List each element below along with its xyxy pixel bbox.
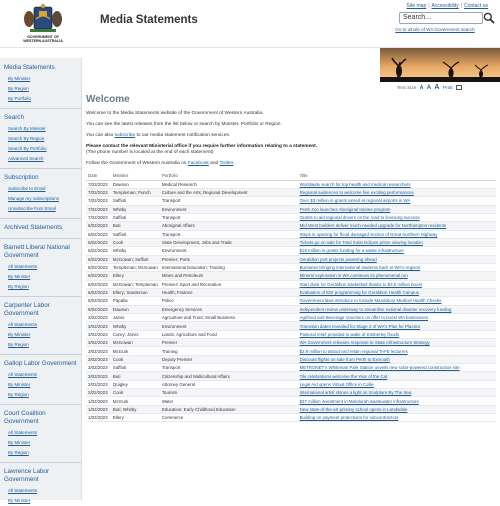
cell-title <box>298 305 496 313</box>
cell-date: 6/02/2023 <box>86 288 111 296</box>
subscribe-text-post: to our media statement notification services. <box>135 133 231 138</box>
sidebar-heading[interactable]: Gallop Labor Government <box>0 354 81 370</box>
sidebar-link[interactable]: By Region <box>8 392 29 397</box>
cell-minister: Whitby <box>111 322 160 330</box>
cell-minister: Buti <box>111 372 160 380</box>
cell-portfolio: Environment <box>160 322 298 330</box>
cell-portfolio: Medical Research <box>160 180 298 188</box>
sidebar-link[interactable]: Subscribe to Email <box>8 186 46 191</box>
cell-portfolio: Commerce <box>160 414 298 422</box>
cell-title <box>298 238 496 246</box>
sidebar-link[interactable]: By Region <box>8 86 29 91</box>
cell-title <box>298 397 496 405</box>
cell-portfolio: International Education; Training <box>160 263 298 271</box>
intro-paragraph-2: You can see the latest releases from the list below or search by Minister, Portfolio or Region. <box>86 122 282 127</box>
cell-title <box>298 255 496 263</box>
cell-minister: McGowan; Saffioti <box>111 255 160 263</box>
sidebar-nav <box>0 58 82 503</box>
cell-portfolio: Environment <box>160 247 298 255</box>
sidebar-heading[interactable]: Archived Statements <box>0 218 81 234</box>
col-header-minister[interactable]: Minister <box>111 172 160 180</box>
cell-minister: Papalia <box>111 297 160 305</box>
contact-us-link[interactable]: Contact us <box>464 3 488 9</box>
statement-title-link[interactable]: Regional audiences to welcome five exciting performances <box>299 190 414 196</box>
search-icon[interactable] <box>483 12 495 24</box>
table-row <box>86 255 496 263</box>
statement-title-link[interactable]: $2.9 million to attract and retain regional TAFE lecturers <box>299 348 408 354</box>
statement-title-link[interactable]: Start dunk for Geraldton basketball thanks to $3.5 million boost <box>299 281 422 287</box>
table-row <box>86 247 496 255</box>
statement-title-link[interactable]: Tickets go on sale for Total Solar Eclipse prime viewing location <box>299 240 423 246</box>
statement-title-link[interactable]: METRONET's Whiteman Park Station unveils new solar-powered construction site <box>299 365 460 371</box>
cell-title <box>298 288 496 296</box>
site-map-link[interactable]: Site map <box>406 3 427 9</box>
cell-portfolio: Transport <box>160 364 298 372</box>
cell-minister: McGowan <box>111 339 160 347</box>
sidebar-link[interactable]: By Portfolio <box>8 96 32 101</box>
table-row <box>86 297 496 305</box>
search-input[interactable]: Search... <box>399 12 483 24</box>
table-row <box>86 355 496 363</box>
cell-minister: Saffioti <box>111 213 160 221</box>
cell-portfolio: Agriculture and Food; Small Business <box>160 314 298 322</box>
print-link[interactable]: Print <box>442 86 453 91</box>
cell-title <box>298 263 496 271</box>
sidebar-link[interactable]: By Region <box>8 450 29 455</box>
statement-title-link[interactable]: Government laws introduce to Include Mandatory Medical Health Checks <box>299 298 442 304</box>
sidebar-link[interactable]: By Minister <box>8 498 31 503</box>
cell-date: 7/02/2023 <box>86 213 111 221</box>
cell-date: 6/02/2023 <box>86 222 111 230</box>
text-size-controls <box>397 84 464 91</box>
contact-paragraph <box>86 144 500 156</box>
statement-title-link[interactable]: Grants to aid regional drivers on the road to licensing success <box>299 215 420 221</box>
cell-title <box>298 405 496 413</box>
cell-title <box>298 213 496 221</box>
statement-title-link[interactable]: Perth Zoo launches Aboriginal trainee program <box>299 206 391 212</box>
cell-minister: Ellery; Sanderson <box>111 288 160 296</box>
statement-title-link[interactable]: Independent review underway to streamline national disaster recovery funding <box>299 306 452 312</box>
statements-table <box>86 172 496 422</box>
statement-title-link[interactable]: Evaluation of EDI programming for Geraldton Health Campus <box>299 290 419 296</box>
statement-title-link[interactable]: Legal Aid opens Virtual Office in Collie <box>299 381 374 387</box>
table-row <box>86 238 496 246</box>
cell-date: 3/02/2023 <box>86 372 111 380</box>
table-row <box>86 364 496 372</box>
cell-title <box>298 222 496 230</box>
cell-portfolio: Lands; Agriculture and Food <box>160 330 298 338</box>
col-header-portfolio[interactable]: Portfolio <box>160 172 298 180</box>
subscribe-link[interactable]: subscribe <box>114 133 136 138</box>
cell-portfolio: Premier <box>160 339 298 347</box>
cell-date: 6/02/2023 <box>86 280 111 288</box>
cell-title <box>298 247 496 255</box>
sidebar-heading[interactable]: Barnett Liberal National Government <box>0 238 81 262</box>
follow-text: Follow the Government of Western Australia on <box>86 161 188 166</box>
sidebar-heading[interactable]: Lawrence Labor Government <box>0 462 81 486</box>
follow-end-text: . <box>233 161 235 166</box>
cell-portfolio: Tourism <box>160 389 298 397</box>
table-row <box>86 347 496 355</box>
follow-paragraph <box>86 161 500 167</box>
cell-date: 7/02/2023 <box>86 205 111 213</box>
cell-portfolio: Culture and the Arts; Regional Development <box>160 188 298 196</box>
statement-title-link[interactable]: Bursaries bringing international students back to WA's regions <box>299 265 421 271</box>
cell-title <box>298 230 496 238</box>
statement-title-link[interactable]: Tiki celebrations welcome the Year of the Cat <box>299 373 388 379</box>
cell-date: 6/02/2023 <box>86 263 111 271</box>
cell-date: 7/02/2023 <box>86 197 111 205</box>
cell-minister: Jarvis <box>111 314 160 322</box>
table-row <box>86 180 496 188</box>
wa-crest-icon <box>20 3 66 35</box>
cell-date: 6/02/2023 <box>86 238 111 246</box>
cell-date: 3/02/2023 <box>86 355 111 363</box>
cell-minister: Dawson <box>111 305 160 313</box>
text-size-label: Text Size <box>396 86 417 91</box>
facebook-link[interactable]: Facebook <box>187 161 209 166</box>
table-row <box>86 322 496 330</box>
cell-minister: Whitby <box>111 205 160 213</box>
table-row <box>86 230 496 238</box>
cell-minister: McGurk <box>111 397 160 405</box>
cell-date: 6/02/2023 <box>86 247 111 255</box>
cell-title <box>298 372 496 380</box>
cell-minister: Buti <box>111 222 160 230</box>
print-icon[interactable] <box>456 85 462 90</box>
utility-links: Site map | Accessibility | Contact us <box>406 3 488 9</box>
cell-minister: McGurk <box>111 347 160 355</box>
sidebar-link[interactable]: By Minister <box>8 76 31 81</box>
table-row <box>86 339 496 347</box>
wa-government-search-link[interactable]: Go to whole of WA Government search <box>395 27 475 32</box>
cell-portfolio: Training <box>160 347 298 355</box>
sidebar-link[interactable]: Search By Minister <box>8 126 46 131</box>
table-row <box>86 397 496 405</box>
cell-portfolio: Water <box>160 397 298 405</box>
table-row <box>86 213 496 221</box>
cell-date: 5/02/2023 <box>86 305 111 313</box>
cell-portfolio: Premier; Sport and Recreation <box>160 280 298 288</box>
cell-date: 2/02/2023 <box>86 389 111 397</box>
cell-date: 3/02/2023 <box>86 314 111 322</box>
sidebar-heading[interactable]: Court Coalition Government <box>0 404 81 428</box>
logo-text: GOVERNMENT OF WESTERN AUSTRALIA <box>23 35 63 43</box>
cell-date: 5/02/2023 <box>86 297 111 305</box>
accessibility-link[interactable]: Accessibility <box>431 3 459 9</box>
statement-title-link[interactable]: Mid-West builders deliver much-needed upgrade for Northampton residents <box>299 223 447 229</box>
table-row <box>86 314 496 322</box>
cell-title <box>298 414 496 422</box>
sidebar-link[interactable]: Unsubscribe from Email <box>8 206 56 211</box>
table-row <box>86 405 496 413</box>
intro-paragraph-3 <box>86 133 500 139</box>
table-row <box>86 380 496 388</box>
table-row <box>86 188 496 196</box>
cell-title <box>298 389 496 397</box>
wa-government-logo[interactable] <box>20 3 66 45</box>
table-row <box>86 305 496 313</box>
sunset-boab-banner-image <box>380 48 500 82</box>
sidebar-heading[interactable]: Search <box>0 108 81 124</box>
cell-minister: Ellery <box>111 272 160 280</box>
col-header-date[interactable]: Date <box>86 172 111 180</box>
cell-portfolio: Deputy Premier <box>160 355 298 363</box>
statement-title-link[interactable]: Geraldton port projects powering ahead <box>299 256 377 262</box>
statement-title-link[interactable]: International artist shines a light on Sculpture By The Sea <box>299 390 412 396</box>
table-row <box>86 288 496 296</box>
statement-title-link[interactable]: Worldwide search for top health and medical researchers <box>299 181 411 187</box>
cell-title <box>298 197 496 205</box>
table-header-row <box>86 172 496 180</box>
cell-date: 3/02/2023 <box>86 339 111 347</box>
sidebar-link[interactable]: By Region <box>8 342 29 347</box>
cell-portfolio: Aboriginal Affairs <box>160 222 298 230</box>
cell-title <box>298 339 496 347</box>
cell-portfolio: Attorney General <box>160 380 298 388</box>
statement-title-link[interactable]: Building on payment protections for subcontractors <box>299 415 399 421</box>
cell-portfolio: Mines and Petroleum <box>160 272 298 280</box>
cell-minister: Templeman; McGowan <box>112 265 158 271</box>
page-site-title: Media Statements <box>100 14 198 26</box>
cell-title <box>298 364 496 372</box>
cell-title <box>298 322 496 330</box>
cell-date: 6/02/2023 <box>86 255 111 263</box>
cell-minister: Quigley <box>111 380 160 388</box>
cell-date: 1/02/2023 <box>86 405 111 413</box>
cell-date: 3/02/2023 <box>86 330 111 338</box>
text-size-small-button[interactable]: A <box>419 85 424 91</box>
cell-portfolio: Emergency Services <box>160 305 298 313</box>
site-header <box>0 0 500 48</box>
sidebar-heading[interactable]: Carpenter Labor Government <box>0 296 81 320</box>
subscribe-text-pre: You can also <box>86 133 115 138</box>
statement-title-link[interactable]: New state-of-the-art primary school opens in Landsdale <box>299 406 408 412</box>
cell-minister: McGowan; Templeman <box>111 280 160 288</box>
statement-title-link[interactable]: Mineral exploration in WA continues its phenomenal run <box>299 273 408 279</box>
cell-portfolio: State Development, Jobs and Trade <box>160 238 298 246</box>
table-row <box>86 197 496 205</box>
cell-portfolio: Transport <box>160 197 298 205</box>
cell-minister: Cook <box>111 389 160 397</box>
statement-title-link[interactable]: WA Government releases response to State Infrastructure Strategy <box>299 340 430 346</box>
statement-title-link[interactable]: $18 million in grants funding for a waste infrastructure <box>299 248 404 254</box>
main-content <box>86 92 500 422</box>
sidebar-heading[interactable]: Media Statements <box>4 64 55 71</box>
sidebar-link[interactable]: All Statements <box>8 322 38 327</box>
cell-minister: Carey; Jarvis <box>111 330 160 338</box>
cell-minister: Cook <box>111 355 160 363</box>
table-row <box>86 272 496 280</box>
welcome-heading: Welcome <box>86 94 130 105</box>
table-row <box>86 280 496 288</box>
cell-title <box>298 380 496 388</box>
cell-portfolio: Transport <box>160 230 298 238</box>
text-size-large-button[interactable]: A <box>434 84 440 91</box>
table-row <box>86 263 496 271</box>
sidebar-link[interactable]: All Statements <box>8 430 38 435</box>
cell-portfolio: Citizenship and Multicultural Affairs <box>160 372 298 380</box>
contact-bold-text: Please contact the relevant Ministerial office if you require further information relating to a statement. <box>86 144 318 149</box>
cell-minister: Saffioti <box>111 197 160 205</box>
sidebar-link[interactable]: By Region <box>8 284 29 289</box>
cell-portfolio: Transport <box>160 213 298 221</box>
cell-title <box>298 330 496 338</box>
statement-title-link[interactable]: Over $3 million in grants aimed at regional airports in WA <box>299 198 411 204</box>
cell-date: 2/02/2023 <box>86 380 111 388</box>
table-row <box>86 330 496 338</box>
cell-title <box>298 347 496 355</box>
cell-date: 3/02/2023 <box>86 347 111 355</box>
cell-minister: Dawson <box>111 180 160 188</box>
table-row <box>86 389 496 397</box>
cell-title <box>298 297 496 305</box>
sidebar-link[interactable]: Search By Region <box>8 136 45 141</box>
intro-paragraph-1: Welcome to the Media Statements website of the Government of Western Australia. <box>86 111 264 116</box>
cell-date: 3/02/2023 <box>86 364 111 372</box>
sidebar-link[interactable]: All Statements <box>8 372 38 377</box>
cell-portfolio: Premier; Ports <box>160 255 298 263</box>
sidebar-link[interactable]: Manage my subscriptions <box>8 196 60 201</box>
statement-title-link[interactable]: $37 million investment in Mandurah wastewater infrastructure <box>299 398 419 404</box>
sidebar-link[interactable]: By Minister <box>8 274 31 279</box>
statement-title-link[interactable]: Transition dates revealed for Stage 2 of WA's Plan for Plastics <box>299 323 421 329</box>
cell-minister: Saffioti <box>111 230 160 238</box>
sidebar-link[interactable]: By Minister <box>8 382 31 387</box>
cell-title <box>298 355 496 363</box>
twitter-link[interactable]: Twitter <box>219 161 234 166</box>
cell-portfolio: Environment <box>160 205 298 213</box>
cell-portfolio: Education; Early Childhood Education <box>160 405 298 413</box>
table-row <box>86 222 496 230</box>
cell-portfolio: Health; Finance <box>160 288 298 296</box>
cell-title <box>298 280 496 288</box>
cell-minister: Templeman; Punch <box>111 188 160 196</box>
cell-minister: Cook <box>111 238 160 246</box>
statement-title-link[interactable]: Steps in opening for flood damaged section of Great Northern Highway <box>299 231 438 237</box>
cell-portfolio: Police <box>160 297 298 305</box>
col-header-title[interactable]: Title <box>298 172 496 180</box>
cell-date: 1/02/2023 <box>86 397 111 405</box>
statement-title-link[interactable]: Discount flights on sale from Perth to Exmouth <box>299 356 390 362</box>
sidebar-link[interactable]: By Minister <box>8 440 31 445</box>
cell-date: 7/02/2023 <box>86 180 111 188</box>
sidebar-link[interactable]: Advanced Search <box>8 156 44 161</box>
cell-title <box>298 272 496 280</box>
cell-title <box>298 180 496 188</box>
sidebar-link[interactable]: All Statements <box>8 488 38 493</box>
table-row <box>86 205 496 213</box>
cell-title <box>298 188 496 196</box>
cell-date: 7/02/2023 <box>86 188 111 196</box>
sidebar-heading[interactable]: Subscription <box>0 168 81 184</box>
sidebar-link[interactable]: By Minister <box>8 332 31 337</box>
cell-date: 6/02/2023 <box>86 230 111 238</box>
follow-and-text: and <box>208 161 220 166</box>
table-row <box>86 372 496 380</box>
cell-minister: Whitby <box>111 247 160 255</box>
statement-title-link[interactable]: Agrifood and Beverage Vouchers on offer to boost WA businesses <box>299 315 428 321</box>
table-row <box>86 414 496 422</box>
cell-date: 1/02/2023 <box>86 414 111 422</box>
sidebar-link[interactable]: All Statements <box>8 264 38 269</box>
cell-title <box>298 314 496 322</box>
cell-date: 6/02/2023 <box>86 272 111 280</box>
cell-date: 3/02/2023 <box>86 322 111 330</box>
contact-note: (The phone number is located at the end of each statement) <box>86 150 214 155</box>
cell-minister: Buti; Whitby <box>111 405 160 413</box>
statement-title-link[interactable]: Pastoral relief provided in wake of Kimberley floods <box>299 331 400 337</box>
sidebar-link[interactable]: Search By Portfolio <box>8 146 47 151</box>
cell-minister: Saffioti <box>111 364 160 372</box>
cell-title <box>298 205 496 213</box>
cell-minister: Ellery <box>111 414 160 422</box>
text-size-medium-button[interactable]: A <box>426 85 432 91</box>
